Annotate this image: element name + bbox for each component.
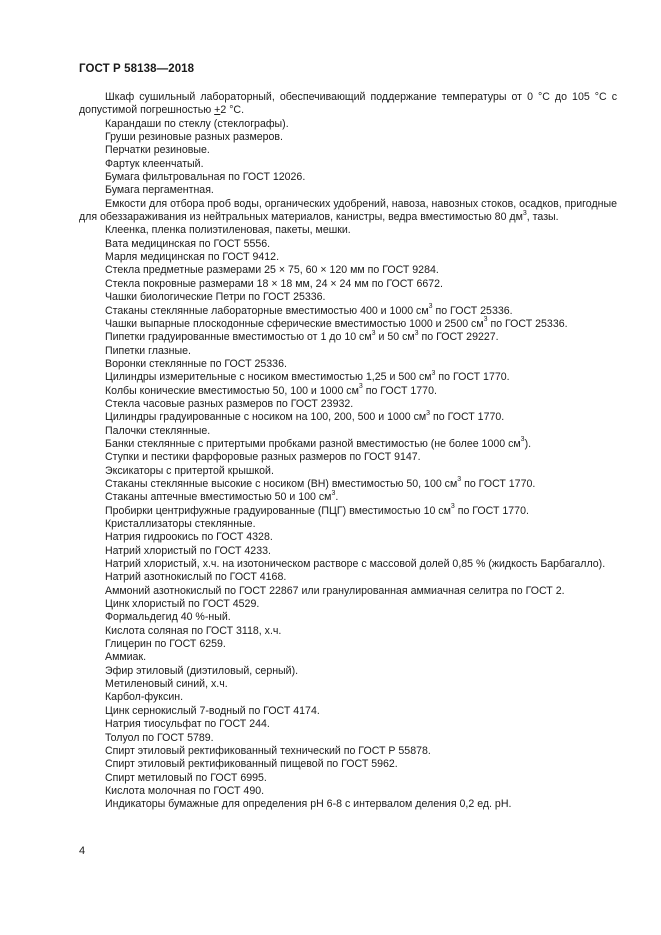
list-item: Кислота соляная по ГОСТ 3118, х.ч. — [105, 624, 282, 637]
list-item: Пипетки глазные. — [105, 344, 191, 357]
list-item: Палочки стеклянные. — [105, 424, 211, 437]
underlined-text: + — [214, 104, 221, 117]
list-item: Толуол по ГОСТ 5789. — [105, 731, 214, 744]
superscript: 3 — [428, 302, 433, 310]
list-item: Цинк хлористый по ГОСТ 4529. — [105, 598, 260, 611]
list-item: Шкаф сушильный лабораторный, обеспечивающий поддержание температуры от 0 °С до 105 °С с допустимой погрешностью +2 °С. — [79, 91, 617, 117]
list-item: Банки стеклянные с притертыми пробками разной вместимостью (не более 1000 $см^3$). — [105, 436, 532, 450]
list-item: Воронки стеклянные по ГОСТ 25336. — [105, 357, 287, 370]
superscript: 3 — [431, 369, 436, 377]
document-header: ГОСТ Р 58138—2018 — [79, 63, 195, 75]
list-item: Карбол-фуксин. — [105, 691, 184, 704]
list-item: Пипетки градуированные вместимостью от 1 до 10 $см^3$ и 50 $см^3$ по ГОСТ 29227. — [105, 329, 499, 344]
superscript: 3 — [331, 489, 336, 497]
list-item: Формальдегид 40 %-ный. — [105, 611, 231, 624]
superscript: 3 — [450, 503, 455, 511]
list-item: Цилиндры измерительные с носиком вместимостью 1,25 и 500 $см^3$ по ГОСТ 1770. — [105, 369, 510, 384]
list-item: Кислота молочная по ГОСТ 490. — [105, 784, 265, 797]
list-item: Марля медицинская по ГОСТ 9412. — [105, 251, 280, 264]
list-item: Стаканы стеклянные лабораторные вместимостью 400 и 1000 $см^3$ по ГОСТ 25336. — [105, 302, 513, 317]
superscript: 3 — [426, 409, 431, 417]
list-item: Стекла предметные размерами 25 × 75, 60 × 120 мм по ГОСТ 9284. — [105, 264, 439, 277]
superscript: 3 — [414, 329, 419, 337]
superscript: 3 — [520, 436, 525, 444]
equipment-list — [79, 91, 617, 812]
list-item: Натрий хлористый, х.ч. на изотоническом растворе с массовой долей 0,85 % (жидкость Барбагалло). — [105, 558, 606, 571]
list-item: Спирт этиловый ректификованный пищевой по ГОСТ 5962. — [105, 758, 398, 771]
list-item: Натрий азотнокислый по ГОСТ 4168. — [105, 571, 287, 584]
list-item: Эфир этиловый (диэтиловый, серный). — [105, 664, 299, 677]
list-item: Индикаторы бумажные для определения рН 6-8 с интервалом деления 0,2 ед. рН. — [105, 798, 512, 811]
list-item: Аммиак. — [105, 651, 147, 664]
list-item: Пробирки центрифужные градуированные (ПЦГ) вместимостью 10 $см^3$ по ГОСТ 1770. — [105, 503, 529, 517]
list-item: Емкости для отбора проб воды, органических удобрений, навоза, навозных стоков, осадков, пригодные для обеззараживания из нейтральных материалов, канистры, ведра вместимостью 80 $дм^3$, тазы. — [79, 197, 617, 224]
list-item: Бумага пергаментная. — [105, 184, 214, 197]
list-item: Спирт этиловый ректификованный технический по ГОСТ Р 55878. — [105, 744, 431, 757]
list-item: Груши резиновые разных размеров. — [105, 131, 283, 144]
list-item: Чашки выпарные плоскодонные сферические вместимостью 1000 и 2500 $см^3$ по ГОСТ 25336. — [105, 316, 568, 330]
list-item: Натрий хлористый по ГОСТ 4233. — [105, 544, 271, 557]
list-item: Стаканы аптечные вместимостью 50 и 100 $см^3$. — [105, 489, 339, 504]
superscript: 3 — [483, 316, 488, 324]
list-item: Цинк сернокислый 7-водный по ГОСТ 4174. — [105, 704, 320, 717]
list-item: Чашки биологические Петри по ГОСТ 25336. — [105, 291, 326, 304]
list-item: Бумага фильтровальная по ГОСТ 12026. — [105, 171, 306, 184]
list-item: Колбы конические вместимостью 50, 100 и 1000 $см^3$ по ГОСТ 1770. — [105, 383, 437, 397]
list-item: Вата медицинская по ГОСТ 5556. — [105, 237, 271, 250]
list-item: Стаканы стеклянные высокие с носиком (ВН) вместимостью 50, 100 $см^3$ по ГОСТ 1770. — [105, 476, 536, 490]
list-item: Клеенка, пленка полиэтиленовая, пакеты, мешки. — [105, 224, 351, 237]
superscript: 3 — [371, 329, 376, 337]
list-item: Глицерин по ГОСТ 6259. — [105, 638, 226, 651]
page-number: 4 — [79, 845, 86, 857]
list-item: Метиленовый синий, х.ч. — [105, 678, 228, 691]
list-item: Карандаши по стеклу (стеклографы). — [105, 117, 289, 130]
list-item: Кристаллизаторы стеклянные. — [105, 518, 256, 530]
list-item: Ступки и пестики фарфоровые разных размеров по ГОСТ 9147. — [105, 451, 421, 464]
list-item: Натрия тиосульфат по ГОСТ 244. — [105, 718, 270, 731]
superscript: 3 — [358, 383, 363, 391]
list-item: Натрия гидроокись по ГОСТ 4328. — [105, 531, 273, 544]
list-item: Фартук клеенчатый. — [105, 157, 204, 170]
list-item: Эксикаторы с притертой крышкой. — [105, 464, 274, 477]
list-item: Аммоний азотнокислый по ГОСТ 22867 или гранулированная аммиачная селитра по ГОСТ 2. — [105, 584, 565, 597]
list-item: Спирт метиловый по ГОСТ 6995. — [105, 771, 267, 784]
list-item: Перчатки резиновые. — [105, 144, 210, 157]
list-item: Стекла покровные размерами 18 × 18 мм, 24 × 24 мм по ГОСТ 6672. — [105, 277, 443, 290]
list-item: Цилиндры градуированные с носиком на 100, 200, 500 и 1000 $см^3$ по ГОСТ 1770. — [105, 409, 505, 424]
superscript: 3 — [522, 209, 527, 217]
superscript: 3 — [457, 476, 462, 484]
list-item: Стекла часовые разных размеров по ГОСТ 23932. — [105, 397, 354, 410]
